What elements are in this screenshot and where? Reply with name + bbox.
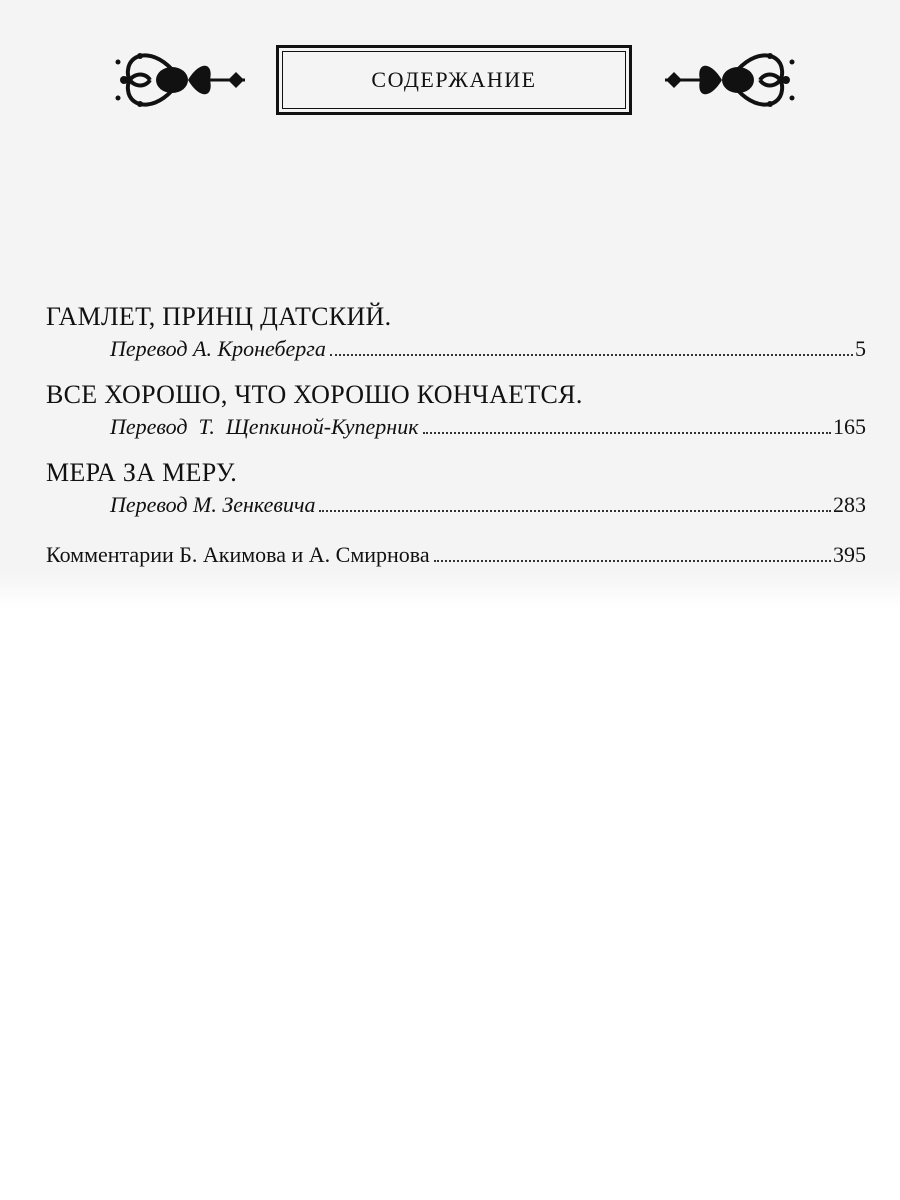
toc-entry-measure-for-measure[interactable] bbox=[46, 456, 866, 520]
title-frame bbox=[276, 45, 632, 115]
dot-leader bbox=[423, 431, 831, 434]
toc-entry-page: 5 bbox=[855, 336, 866, 361]
toc-entry-commentary[interactable] bbox=[46, 540, 866, 570]
toc-entry-translator: Перевод Т. Щепкиной-Куперник bbox=[110, 414, 419, 439]
ornament-left-icon bbox=[110, 40, 245, 130]
toc-entry-translator-line bbox=[46, 490, 866, 520]
dot-leader bbox=[330, 353, 853, 356]
toc-entry-commentary-label: Комментарии Б. Акимова и А. Смирнова bbox=[46, 542, 430, 567]
toc-entry-translator: Перевод М. Зенкевича bbox=[110, 492, 316, 517]
toc-entry-hamlet[interactable] bbox=[46, 300, 866, 364]
toc-entry-page: 165 bbox=[833, 414, 866, 439]
dot-leader bbox=[434, 559, 831, 562]
page-header bbox=[110, 40, 800, 130]
table-of-contents bbox=[46, 300, 866, 584]
toc-entry-translator: Перевод А. Кронеберга bbox=[110, 336, 326, 361]
toc-entry-page: 395 bbox=[833, 542, 866, 567]
toc-entry-page: 283 bbox=[833, 492, 866, 517]
toc-entry-translator-line bbox=[46, 412, 866, 442]
toc-entry-title: МЕРА ЗА МЕРУ. bbox=[46, 458, 238, 487]
page-title: СОДЕРЖАНИЕ bbox=[371, 67, 537, 92]
toc-entry-translator-line bbox=[46, 334, 866, 364]
toc-entry-title: ВСЕ ХОРОШО, ЧТО ХОРОШО КОНЧАЕТСЯ. bbox=[46, 380, 583, 409]
toc-entry-title: ГАМЛЕТ, ПРИНЦ ДАТСКИЙ. bbox=[46, 302, 392, 331]
toc-entry-alls-well[interactable] bbox=[46, 378, 866, 442]
ornament-right-icon bbox=[665, 40, 800, 130]
dot-leader bbox=[319, 509, 831, 512]
